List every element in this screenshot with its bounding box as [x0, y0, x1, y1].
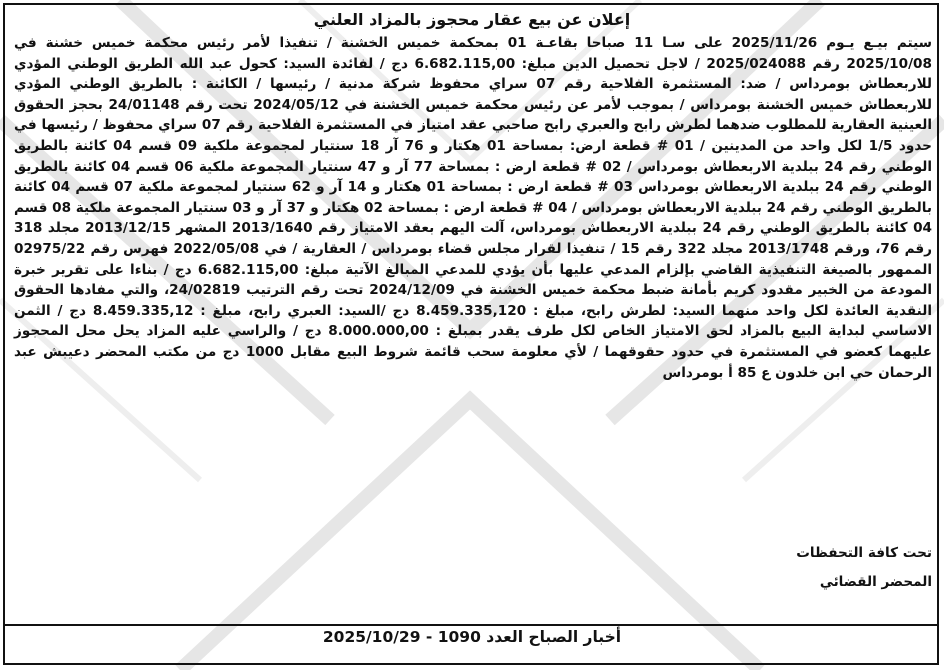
- closing-reservation: تحت كافة التحفظات: [796, 545, 932, 561]
- bailiff-signature-label: المحضر القضائي: [819, 574, 932, 590]
- footer-divider: [5, 624, 939, 626]
- publication-footer: أخبار الصباح العدد 1090 - 2025/10/29: [322, 628, 622, 646]
- notice-body: سيتم بيـع يـوم 2025/11/26 على سـا 11 صباحا بقاعـة 01 بمحكمة خميس الخشنة / تنفيذا لأمر رئيس محكمة خميس خشنة في 2025/10/08 رقم 2025/024088 / لاجل تحصيل الدين مبلغ: 6.682.115,00 دج / لفائدة السيد: كحول عبد الله الطريق الوطني المؤدي للاربعطاش بومرداس / ضد: المستثمرة الفلاحية رقم 07 سراي محفوظ شركة مدنية / رئيسها / الكائنة : بالطريق الوطني المؤدي للاربعطاش خميس الخشنة بومرداس / بموجب لأمر عن رئيس محكمة خميس الخشنة في 2024/05/12 تحت رقم 24/01148 بحجز الحقوق العينية العقارية للمطلوب ضدهما لطرش رابح والعبري رابح صاحبي عقد امتياز في المستثمرة الفلاحية رقم 07 سراي محفوظ / رئيسها في حدود 1/5 لكل واحد من المدينين / 01 # قطعة ارض: بمساحة 01 هكتار و 76 آر 18 سنتيار لمجموعة ملكية 09 قسم 04 كائنة بالطريق الوطني رقم 24 ببلدية الاربعطاش بومرداس / 02 # قطعة ارض : بمساحة 77 آر و 47 سنتيار المجموعة ملكية 06 قسم 04 كائنة بالطريق الوطني رقم 24 ببلدية الاربعطاش بومرداس 03 # قطعة ارض : بمساحة 01 هكتار و 14 آر و 62 سنتيار لمجموعة ملكية 07 قسم 04 كائنة بالطريق الوطني رقم 24 ببلدية الاربعطاش بومرداس / 04 # قطعة ارض : بمساحة 02 هكتار و 37 آر و 03 سنتيار المجموعة ملكية 08 قسم 04 كائنة بالطريق الوطني رقم 24 ببلدية الاربعطاش بومرداس، آلت اليهم بعقد الامتياز رقم 2013/1640 المشهر 2013/12/15 مجلد 318 رقم 76، ورقم 2013/1748 مجلد 322 رقم 15 / تنفيذا لقرار مجلس قضاء بومرداس / العقارية / في 2022/05/08 فهرس رقم 02975/22 الممهور بالصيغة التنفيذية القاضي بإلزام المدعي عليها بأن يؤدي للمدعي المبالغ الآتية مبلغ: 6.682.115,00 دج / بناءا على تقرير خبرة المودعة من الخبير مقدود كريم بأمانة ضبط محكمة خميس الخشنة في 2024/12/09 تحت رقم الترتيب 24/02819، والتي مفادها الحقوق النقدية العائدة لكل واحد منهما السيد: لطرش رابح، مبلغ : 8.459.335,120 دج /السيد: العبري رابح، مبلغ : 8.459.335,12 دج / الثمن الاساسي لبداية البيع بالمزاد لحق الامتياز الخاص لكل طرف يقدر بمبلغ : 8.000.000,00 دج / والراسي عليه المزاد يحل محل المحجوز عليهما كعضو في المستثمرة في حدود حقوقهما / لأي معلومة سحب قائمة شروط البيع مقابل 1000 دج من مكتب المحضر دعيبش عبد الرحمان حي ابن خلدون ع 85 أ بومرداس: [14, 35, 933, 381]
- notice-title: إعلان عن بيع عقار محجوز بالمزاد العلني: [313, 10, 631, 29]
